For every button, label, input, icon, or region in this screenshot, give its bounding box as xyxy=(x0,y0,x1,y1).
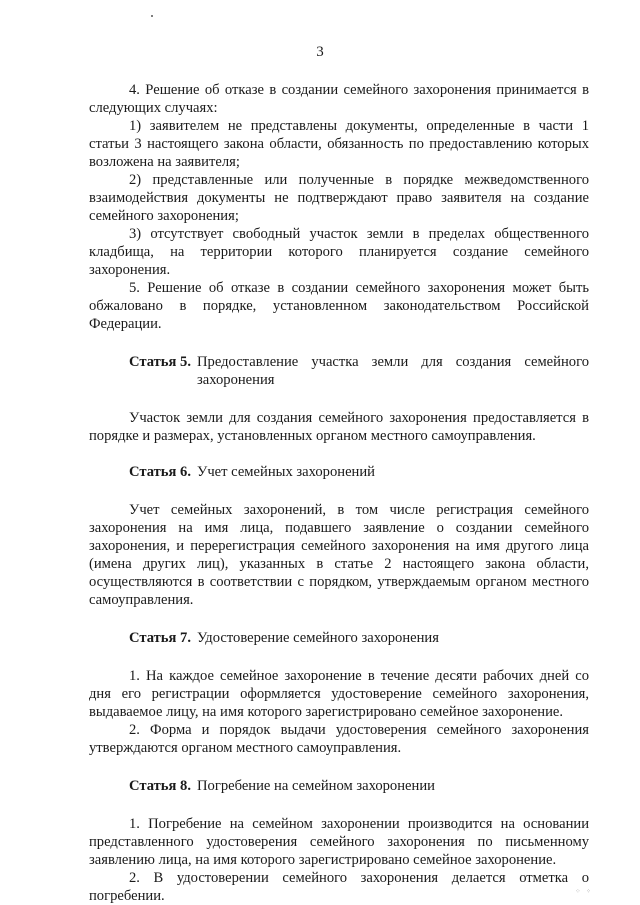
article-8-paragraph-1: 1. Погребение на семейном захоронении производится на основании представленного удостоверения семейного захоронения по письменному заявлению лица, на имя которого зарегистрировано семейное захоронение. xyxy=(89,816,589,868)
paragraph-refusal-case-3: 3) отсутствует свободный участок земли в пределах общественного кладбища, на территории которого планируется создание семейного захоронения. xyxy=(89,226,589,278)
article-6-title: Учет семейных захоронений xyxy=(197,464,375,480)
article-7-paragraph-2: 2. Форма и порядок выдачи удостоверения семейного захоронения утверждаются органом местного самоуправления. xyxy=(89,722,589,756)
paragraph-refusal-case-2: 2) представленные или полученные в порядке межведомственного взаимодействия документы не подтверждают право заявителя на создание семейного захоронения; xyxy=(89,172,589,224)
article-5-paragraph: Участок земли для создания семейного захоронения предоставляется в порядке и размерах, установленных органом местного самоуправления. xyxy=(89,410,589,444)
article-7-heading xyxy=(89,629,589,647)
article-5-heading xyxy=(89,353,589,389)
scan-footer-mark: ⁘ ⁘ xyxy=(575,888,592,895)
article-6-heading xyxy=(89,463,589,481)
article-8-heading xyxy=(89,777,589,795)
article-8-paragraph-2: 2. В удостоверении семейного захоронения делается отметка о погребении. xyxy=(89,870,589,904)
article-6-paragraph: Учет семейных захоронений, в том числе регистрация семейного захоронения на имя лица, подавшего заявление о создании семейного захоронения, и перерегистрация семейного захоронения на имя другого лица (имена других лиц), указанных в статье 2 настоящего закона области, осуществляются в соответствии с порядком, утверждаемым органом местного самоуправления. xyxy=(89,502,589,608)
page-number: 3 xyxy=(316,44,324,60)
scan-speck xyxy=(151,15,153,17)
article-5-title: Предоставление участка земли для создания семейного захоронения xyxy=(197,354,589,388)
paragraph-refusal-case-1: 1) заявителем не представлены документы, определенные в части 1 статьи 3 настоящего закона области, обязанность по предоставлению которых возложена на заявителя; xyxy=(89,118,589,170)
article-8-title: Погребение на семейном захоронении xyxy=(197,778,435,794)
article-8-label: Статья 8. xyxy=(129,778,191,794)
article-7-paragraph-1: 1. На каждое семейное захоронение в течение десяти рабочих дней со дня его регистрации оформляется удостоверение семейного захоронения, выдаваемое лицу, на имя которого зарегистрировано семейное захоронение. xyxy=(89,668,589,720)
article-7-title: Удостоверение семейного захоронения xyxy=(197,630,439,646)
article-7-label: Статья 7. xyxy=(129,630,191,646)
paragraph-appeal: 5. Решение об отказе в создании семейного захоронения может быть обжаловано в порядке, установленном законодательством Российской Федерации. xyxy=(89,280,589,332)
article-5-label: Статья 5. xyxy=(129,354,191,370)
paragraph-refusal-intro: 4. Решение об отказе в создании семейного захоронения принимается в следующих случаях: xyxy=(89,82,589,116)
article-6-label: Статья 6. xyxy=(129,464,191,480)
document-body xyxy=(89,81,589,905)
